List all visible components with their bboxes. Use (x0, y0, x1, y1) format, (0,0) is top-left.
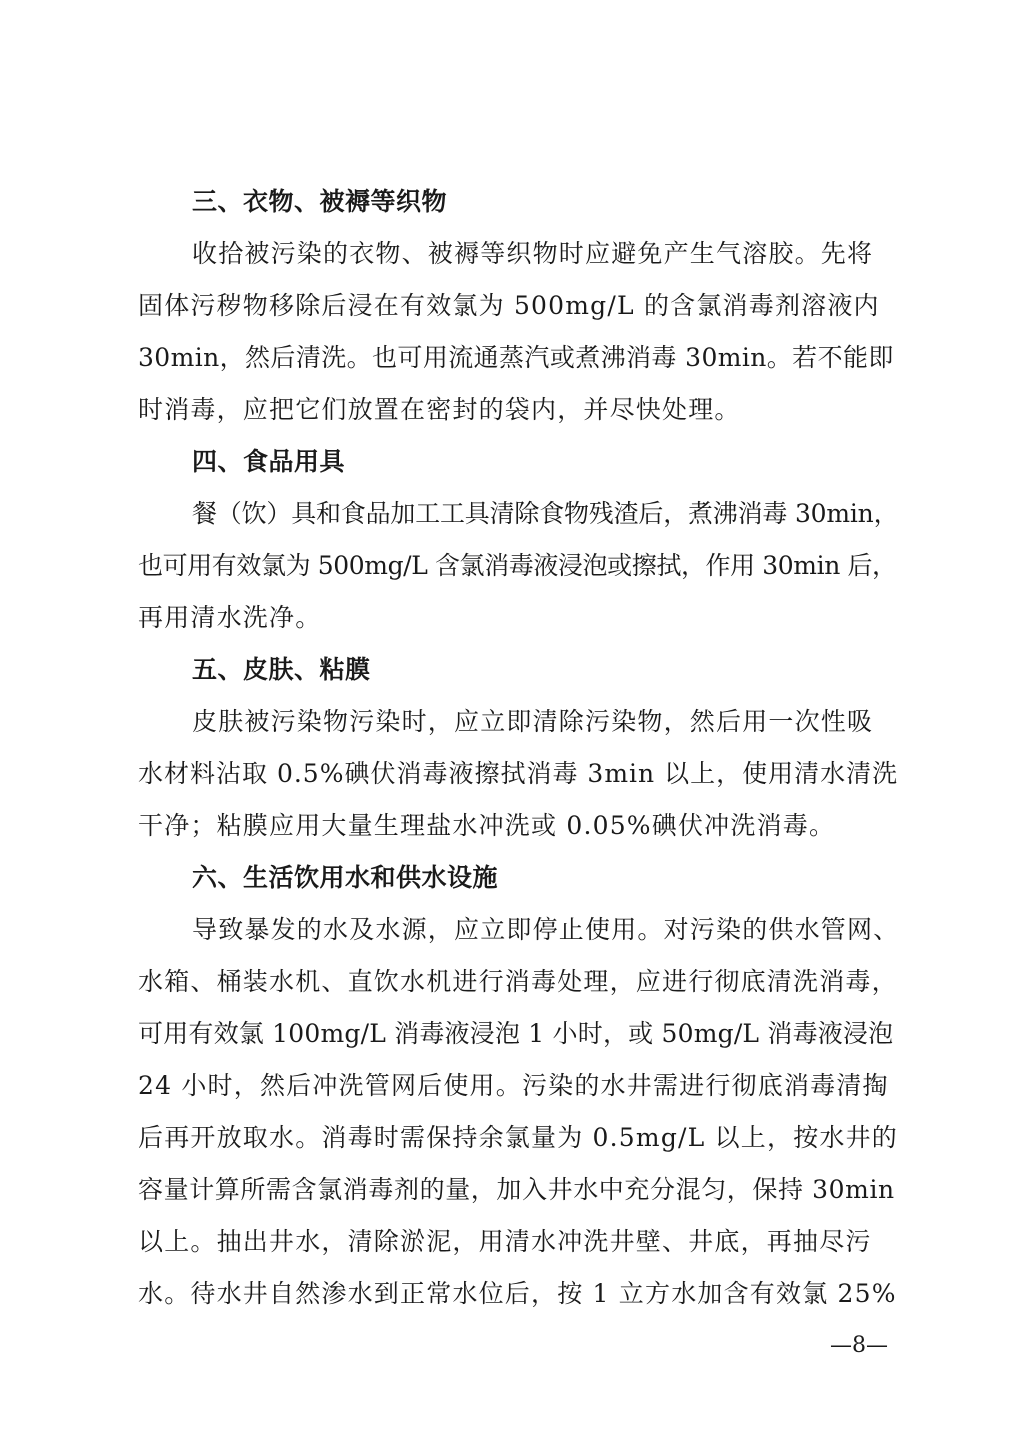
paragraph-line: 也可用有效氯为 500mg/L 含氯消毒液浸泡或擦拭，作用 30min 后， (138, 551, 897, 580)
paragraph-line: 导致暴发的水及水源，应立即停止使用。对污染的供水管网、 (192, 915, 900, 944)
paragraph-line: 水箱、桶装水机、直饮水机进行消毒处理，应进行彻底清洗消毒， (138, 967, 898, 996)
paragraph-line: 收拾被污染的衣物、被褥等织物时应避免产生气溶胶。先将 (192, 239, 874, 268)
paragraph-line: 以上。抽出井水，清除淤泥，用清水冲洗井壁、井底，再抽尽污 (138, 1227, 872, 1256)
paragraph-line: 24 小时，然后冲洗管网后使用。污染的水井需进行彻底消毒清掏 (138, 1071, 889, 1100)
section-heading-skin-mucosa: 五、皮肤、粘膜 (192, 655, 371, 684)
paragraph-line: 皮肤被污染物污染时，应立即清除污染物，然后用一次性吸 (192, 707, 874, 736)
paragraph-line: 水。待水井自然渗水到正常水位后，按 1 立方水加含有效氯 25% (138, 1279, 897, 1308)
paragraph-line: 再用清水洗净。 (138, 603, 322, 632)
paragraph-line: 水材料沾取 0.5%碘伏消毒液擦拭消毒 3min 以上，使用清水清洗 (138, 759, 899, 788)
paragraph-line: 后再开放取水。消毒时需保持余氯量为 0.5mg/L 以上，按水井的 (138, 1123, 898, 1152)
section-heading-drinking-water: 六、生活饮用水和供水设施 (192, 863, 499, 892)
section-heading-clothing: 三、衣物、被褥等织物 (192, 187, 448, 216)
paragraph-line: 餐（饮）具和食品加工工具清除食物残渣后，煮沸消毒 30min， (192, 499, 899, 528)
paragraph-line: 30min，然后清洗。也可用流通蒸汽或煮沸消毒 30min。若不能即 (138, 343, 894, 372)
page-number: —8— (830, 1333, 888, 1358)
paragraph-line: 容量计算所需含氯消毒剂的量，加入井水中充分混匀，保持 30min (138, 1175, 895, 1204)
section-heading-food-utensils: 四、食品用具 (192, 447, 346, 476)
paragraph-line: 时消毒，应把它们放置在密封的袋内，并尽快处理。 (138, 395, 741, 424)
paragraph-line: 可用有效氯 100mg/L 消毒液浸泡 1 小时，或 50mg/L 消毒液浸泡 (138, 1019, 894, 1048)
paragraph-line: 固体污秽物移除后浸在有效氯为 500mg/L 的含氯消毒剂溶液内 (138, 291, 880, 320)
paragraph-line: 干净；粘膜应用大量生理盐水冲洗或 0.05%碘伏冲洗消毒。 (138, 811, 836, 840)
